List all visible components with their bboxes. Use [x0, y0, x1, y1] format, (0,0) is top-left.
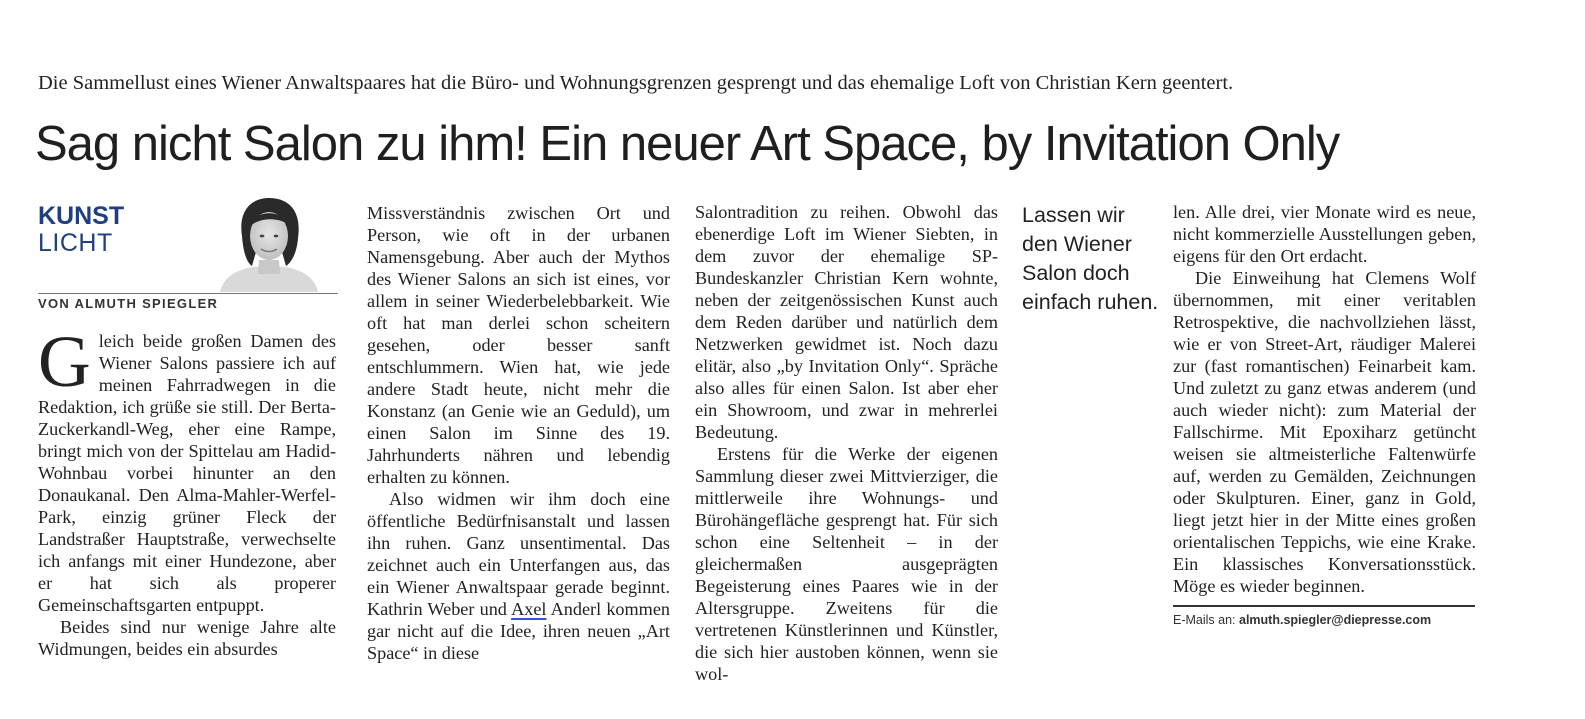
kicker-line: Die Sammellust eines Wiener Anwaltspaares hat die Büro- und Wohnungsgrenzen gesprengt und das ehemalige Loft von Christian Kern geentert. — [38, 72, 1234, 94]
paragraph-text: leich beide großen Damen des Wiener Salons passiere ich auf meinen Fahrradwegen in die Redaktion, ich grüße sie still. Der Berta-Zuckerkandl-Weg, eher eine Rampe, bringt mich von der Spittelau am Hadid-Wohnbau vorbei hinunter an den Donaukanal. Den Alma-Mahler-Werfel-Park, einzig grüner Fleck der Landstraßer Hauptstraße, verwechselte ich anfangs mit einer Hundezone, aber er hat sich als properer Gemeinschaftsgarten entpuppt. — [38, 331, 336, 615]
email-footer — [1173, 613, 1431, 627]
drop-cap: G — [38, 321, 91, 402]
headline: Sag nicht Salon zu ihm! Ein neuer Art Space, by Invitation Only — [35, 117, 1340, 171]
rubric-line-1: KUNST — [38, 202, 125, 230]
article-column-2 — [367, 202, 670, 664]
article-column-1 — [38, 321, 336, 660]
article-column-3 — [695, 201, 998, 685]
footer-rule — [1173, 605, 1475, 607]
email-label: E-Mails an: — [1173, 613, 1239, 627]
author-portrait — [212, 196, 326, 292]
paragraph: Missverständnis zwischen Ort und Person, wie oft in der urbanen Namensgebung. Aber auch der Mythos des Wiener Salons an sich ist eines, vor allem in seiner Wiederbelebbarkeit. Wie oft hat man derlei schon scheitern gesehen, oder besser sanft entschlummern. Wien hat, wie jede andere Stadt heute, nicht mehr die Konstanz (an Genie wie an Geduld), um einen Salon im Sinne des 19. Jahrhunderts nähren und lebendig erhalten zu können. — [367, 203, 670, 487]
paragraph-text: Anderl kommen gar nicht auf die Idee, ihren neuen „Art Space“ in diese — [367, 599, 670, 663]
rubric-line-2: LICHT — [38, 229, 113, 257]
email-address[interactable]: almuth.spiegler@diepresse.com — [1239, 613, 1432, 627]
paragraph: Beides sind nur wenige Jahre alte Widmungen, beides ein absurdes — [38, 617, 336, 659]
paragraph — [367, 488, 670, 664]
paragraph: Die Einweihung hat Clemens Wolf übernommen, mit einer veritablen Retrospektive, die nachvollziehen lässt, wie er von Street-Art, räudiger Malerei zur (fast romantischen) Feinarbeit kam. Und zuletzt zu ganz etwas anderem (und auch wieder nicht): zum Material der Fallschirme. Mit Epoxiharz getüncht weisen sie altmeisterliche Faltenwürfe auf, werden zu Gemälden, Zeichnungen oder Skulpturen. Einer, ganz in Gold, liegt jetzt hier in der Mitte eines großen orientalischen Teppichs, wie eine Krake. Ein klassisches Konversationsstück. Möge es wieder beginnen. — [1173, 268, 1476, 596]
article-column-5 — [1173, 201, 1476, 597]
paragraph: Salontradition zu reihen. Obwohl das ebenerdige Loft im Wiener Siebten, in dem zuvor der ehemalige SP-Bundeskanzler Christian Kern wohnte, neben der zeitgenössischen Kunst auch dem Reden darüber und natürlich dem Netzwerken gewidmet ist. Noch dazu elitär, also „by Invitation Only“. Spräche also alles für einen Salon. Ist aber eher ein Showroom, und zwar in mehrerlei Bedeutung. — [695, 202, 998, 442]
paragraph: Erstens für die Werke der eigenen Sammlung dieser zwei Mittvierziger, die mittlerweile ihre Wohnungs- und Bürohängefläche gesprengt hat. Für sich schon eine Seltenheit – in der gleichermaßen ausgeprägten Begeisterung eines Paares wie in der Altersgruppe. Zweitens für die vertretenen Künstlerinnen und Künstler, die sich hier austoben können, wenn sie wol- — [695, 444, 998, 684]
column-rubric — [38, 203, 124, 257]
byline: VON ALMUTH SPIEGLER — [38, 296, 219, 311]
paragraph-text: Also widmen wir ihm doch eine öffentliche Bedürfnisanstalt und lassen ihn ruhen. Ganz unsentimental. Das zeichnet auch ein Unterfangen aus, das ein Wiener Anwaltspaar gerade beginnt. Kathrin Weber und — [367, 489, 670, 619]
byline-rule — [38, 293, 338, 294]
underlined-word: Axel — [511, 599, 547, 619]
paragraph — [38, 321, 336, 616]
paragraph: len. Alle drei, vier Monate wird es neue, nicht kommerzielle Ausstellungen geben, eigens für den Ort erdacht. — [1173, 202, 1476, 266]
pull-quote: Lassen wir den Wiener Salon doch einfach ruhen. — [1022, 203, 1159, 314]
